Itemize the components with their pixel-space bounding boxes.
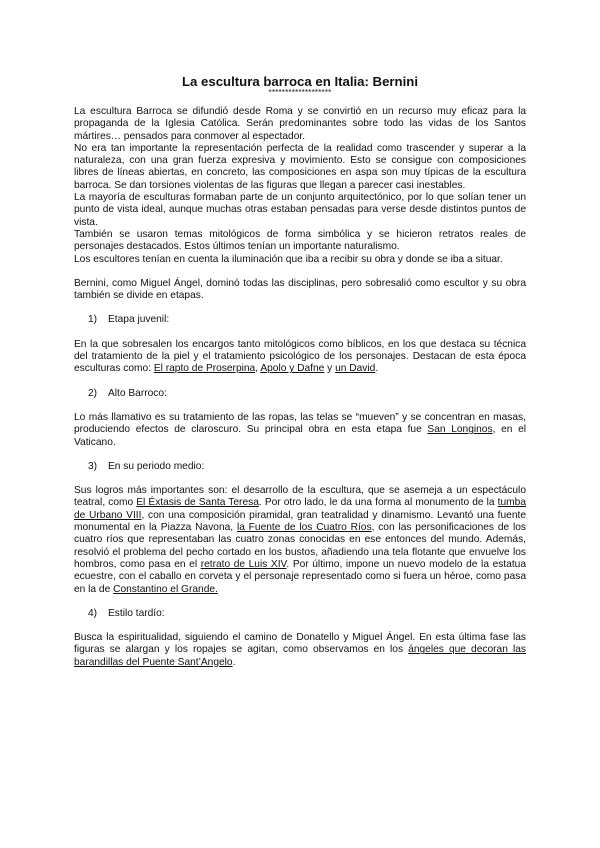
title-underline-stars: ******************* bbox=[268, 88, 332, 97]
link-tumba-urbano-viii[interactable]: tumba de Urbano VIII bbox=[74, 497, 526, 521]
document-title: La escultura barroca en Italia: Bernini bbox=[182, 74, 418, 89]
text-run: y bbox=[324, 363, 336, 375]
intro-paragraph-4: También se usaron temas mitológicos de forma simbólica y se hicieron retratos reales de personajes destacados. Estos últimos tenían un importante naturalismo. bbox=[74, 228, 526, 253]
link-rapto-proserpina[interactable]: El rapto de Proserpina bbox=[153, 363, 256, 375]
text-run: . bbox=[375, 363, 379, 375]
heading-text: Estilo tardío: bbox=[108, 607, 165, 619]
section-paragraph-juvenil bbox=[74, 339, 526, 376]
list-number: 3) bbox=[88, 460, 98, 472]
spacer bbox=[74, 266, 526, 278]
text-run: . bbox=[232, 656, 236, 668]
heading-text: Alto Barroco: bbox=[108, 387, 167, 399]
heading-text: Etapa juvenil: bbox=[108, 314, 170, 326]
text-run: Busca la espiritualidad, siguiendo el camino de Donatello y Miguel Ángel. En esta última fase las figuras se alargan y los ropajes se agitan, como observamos en los bbox=[74, 632, 526, 656]
text-run: , con las personificaciones de los cuatro ríos que representaban las cuatro zonas conocidas en ese entonces del mundo. Además, resolvió el problema del pecho cortado en los bustos, añadiendo una tela flotante que envuelve los hombros, como pasa en el bbox=[74, 522, 526, 570]
text-run: Sus logros más importantes son: el desarrollo de la escultura, que se asemeja a un espectáculo teatral, como bbox=[74, 485, 526, 509]
intro-paragraph-2: No era tan importante la representación perfecta de la realidad como trascender y superar a la naturaleza, con una gran fuerza expresiva y movimiento. Esto se consigue con composiciones libres de líneas abiertas, en concreto, las composiciones en aspa son muy típicas de la escultura barroca. Se dan torsiones violentas de las figuras que llegan a parecer casi inestables. bbox=[74, 142, 526, 191]
text-run: En la que sobresalen los encargos tanto mitológicos como bíblicos, en los que destaca su técnica del tratamiento de la piel y el tratamiento psicológico de los personajes. Destacan de esta época esculturas como: bbox=[74, 338, 526, 375]
intro-paragraph-3: La mayoría de esculturas formaban parte de un conjunto arquitectónico, por lo que solían tener un punto de vista ideal, aunque muchas otras estaban pensadas para verse desde distintos puntos de vista. bbox=[74, 192, 526, 228]
section-heading-periodo-medio bbox=[74, 461, 526, 473]
section-paragraph-alto-barroco bbox=[74, 412, 526, 449]
document-page bbox=[74, 74, 526, 669]
heading-text: En su periodo medio: bbox=[108, 460, 205, 472]
intro-paragraph-5: Los escultores tenían en cuenta la iluminación que iba a recibir su obra y donde se iba a situar. bbox=[74, 253, 503, 265]
link-constantino-grande[interactable]: Constantino el Grande. bbox=[113, 583, 218, 595]
section-heading-alto-barroco bbox=[74, 388, 526, 400]
intro-paragraph-1: La escultura Barroca se difundió desde Roma y se convirtió en un recurso muy eficaz para la propaganda de la Iglesia Católica. Serán predominantes sobre todo las vidas de los Santos mártires… pensados para conmover al espectador. bbox=[74, 106, 526, 142]
text-run: , bbox=[255, 363, 261, 375]
link-fuente-cuatro-rios[interactable]: la Fuente de los Cuatro Ríos bbox=[236, 522, 372, 534]
link-david[interactable]: un David bbox=[335, 363, 376, 375]
list-number: 1) bbox=[88, 314, 98, 326]
link-retrato-luis-xiv[interactable]: retrato de Luis XIV bbox=[200, 558, 287, 570]
list-number: 2) bbox=[88, 387, 98, 399]
bernini-paragraph: Bernini, como Miguel Ángel, dominó todas las disciplinas, pero sobresalió como escultor y su obra también se divide en etapas. bbox=[74, 277, 526, 302]
text-run: , en el Vaticano. bbox=[74, 424, 526, 448]
section-paragraph-estilo-tardio bbox=[74, 632, 526, 669]
text-run: . Por último, impone un nuevo modelo de la estatua ecuestre, con el caballo en corveta y el personaje representado como si fuera un héroe, como pasa en la de bbox=[74, 558, 526, 595]
link-extasis-santa-teresa[interactable]: El Éxtasis de Santa Teresa bbox=[136, 497, 259, 509]
link-angeles-puente-santangelo[interactable]: ángeles que decoran las barandillas del Puente Sant’Angelo bbox=[74, 644, 526, 668]
link-san-longinos[interactable]: San Longinos bbox=[427, 424, 493, 436]
section-heading-juvenil bbox=[74, 314, 526, 326]
text-run: Lo más llamativo es su tratamiento de las ropas, las telas se “mueven” y se concentran en masas, produciendo efectos de claroscuro. Su principal obra en esta etapa fue bbox=[74, 411, 526, 436]
text-run: , con una composición piramidal, gran teatralidad y dinamismo. Levantó una fuente monumental en la Piazza Navona, bbox=[74, 509, 526, 534]
list-number: 4) bbox=[88, 607, 98, 619]
section-paragraph-periodo-medio bbox=[74, 485, 526, 596]
text-run: . Por otro lado, le da una forma al monumento de la bbox=[258, 497, 498, 509]
link-apolo-dafne[interactable]: Apolo y Dafne bbox=[260, 363, 325, 375]
section-heading-estilo-tardio bbox=[74, 608, 526, 620]
